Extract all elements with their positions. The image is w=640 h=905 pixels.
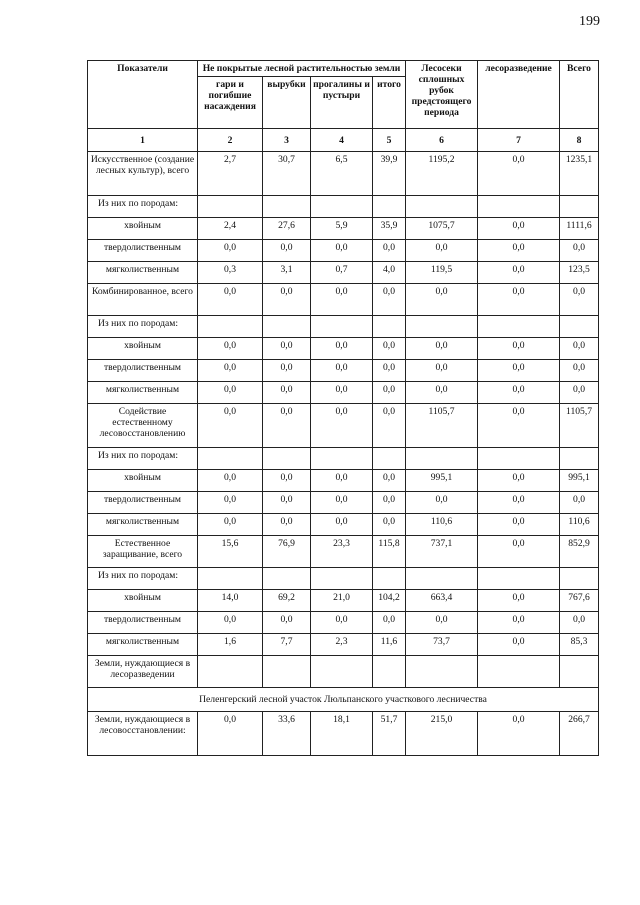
cell-value: 0,0 (198, 338, 263, 360)
cell-value: 0,0 (478, 590, 560, 612)
cell-value: 0,0 (373, 338, 406, 360)
cell-value: 0,0 (198, 514, 263, 536)
cell-value: 215,0 (406, 712, 478, 756)
cell-value: 0,0 (406, 284, 478, 316)
cell-value: 4,0 (373, 262, 406, 284)
cell-value: 51,7 (373, 712, 406, 756)
cell-value: 0,0 (478, 634, 560, 656)
cell-value (198, 448, 263, 470)
cell-value: 0,0 (373, 612, 406, 634)
header-logging: Лесосеки сплошных рубок предстоящего периода (406, 61, 478, 129)
cell-value: 0,0 (311, 284, 373, 316)
header-clearings: вырубки (263, 77, 311, 129)
table-row (88, 536, 599, 568)
row-label: Искусственное (создание лесных культур), всего (88, 152, 198, 196)
cell-value: 85,3 (560, 634, 599, 656)
table-row (88, 404, 599, 448)
table-row (88, 284, 599, 316)
cell-value: 11,6 (373, 634, 406, 656)
cell-value: 0,7 (311, 262, 373, 284)
cell-value: 27,6 (263, 218, 311, 240)
cell-value: 0,0 (478, 382, 560, 404)
cell-value (560, 568, 599, 590)
cell-value (406, 316, 478, 338)
cell-value: 0,0 (311, 492, 373, 514)
header-total: Всего (560, 61, 599, 129)
row-label: твердолиственным (88, 240, 198, 262)
header-burned: гари и погибшие насаждения (198, 77, 263, 129)
table-row (88, 196, 599, 218)
cell-value: 6,5 (311, 152, 373, 196)
table-row (88, 218, 599, 240)
table-row (88, 590, 599, 612)
cell-value: 0,0 (263, 382, 311, 404)
cell-value (311, 656, 373, 688)
cell-value: 0,0 (560, 492, 599, 514)
cell-value (311, 196, 373, 218)
cell-value (373, 656, 406, 688)
row-label: Из них по породам: (88, 316, 198, 338)
cell-value (311, 448, 373, 470)
cell-value: 0,0 (311, 382, 373, 404)
cell-value: 0,0 (478, 152, 560, 196)
header-not-covered: Не покрытые лесной растительностью земли (198, 61, 406, 77)
section-row (88, 688, 599, 712)
cell-value: 0,0 (478, 470, 560, 492)
cell-value: 0,0 (478, 712, 560, 756)
cell-value (478, 316, 560, 338)
cell-value: 0,0 (373, 514, 406, 536)
cell-value: 0,0 (478, 240, 560, 262)
cell-value (311, 568, 373, 590)
cell-value (263, 656, 311, 688)
cell-value: 23,3 (311, 536, 373, 568)
row-label: мягколиственным (88, 262, 198, 284)
cell-value (263, 568, 311, 590)
col-number: 6 (406, 129, 478, 152)
cell-value (373, 568, 406, 590)
cell-value: 0,0 (560, 360, 599, 382)
cell-value: 0,0 (560, 240, 599, 262)
cell-value (560, 316, 599, 338)
cell-value: 1195,2 (406, 152, 478, 196)
cell-value (373, 316, 406, 338)
cell-value (198, 196, 263, 218)
header-indicators: Показатели (88, 61, 198, 129)
cell-value: 5,9 (311, 218, 373, 240)
cell-value: 0,0 (263, 284, 311, 316)
table-row (88, 514, 599, 536)
cell-value: 3,1 (263, 262, 311, 284)
table-row (88, 338, 599, 360)
cell-value: 0,0 (373, 284, 406, 316)
cell-value (263, 316, 311, 338)
cell-value: 0,0 (406, 338, 478, 360)
cell-value: 76,9 (263, 536, 311, 568)
cell-value: 0,0 (311, 360, 373, 382)
cell-value: 737,1 (406, 536, 478, 568)
cell-value: 852,9 (560, 536, 599, 568)
cell-value: 0,0 (478, 514, 560, 536)
row-label: хвойным (88, 470, 198, 492)
cell-value (478, 656, 560, 688)
forest-restoration-table (87, 60, 599, 756)
cell-value (198, 568, 263, 590)
cell-value: 995,1 (560, 470, 599, 492)
cell-value: 0,0 (311, 470, 373, 492)
cell-value: 0,0 (311, 240, 373, 262)
cell-value: 0,0 (478, 218, 560, 240)
col-number: 1 (88, 129, 198, 152)
cell-value: 33,6 (263, 712, 311, 756)
cell-value: 0,0 (478, 536, 560, 568)
cell-value: 0,0 (198, 492, 263, 514)
cell-value: 0,0 (373, 382, 406, 404)
cell-value: 266,7 (560, 712, 599, 756)
row-label: Комбинированное, всего (88, 284, 198, 316)
cell-value: 110,6 (560, 514, 599, 536)
cell-value: 0,0 (263, 338, 311, 360)
cell-value (560, 656, 599, 688)
table-row (88, 656, 599, 688)
cell-value: 0,0 (198, 712, 263, 756)
cell-value: 0,0 (406, 360, 478, 382)
row-label: мягколиственным (88, 634, 198, 656)
row-label: Из них по породам: (88, 196, 198, 218)
cell-value: 21,0 (311, 590, 373, 612)
table-row (88, 492, 599, 514)
cell-value: 0,0 (263, 514, 311, 536)
cell-value: 0,0 (198, 382, 263, 404)
cell-value (263, 448, 311, 470)
cell-value: 1111,6 (560, 218, 599, 240)
table-row (88, 568, 599, 590)
cell-value: 0,0 (263, 492, 311, 514)
cell-value: 39,9 (373, 152, 406, 196)
cell-value: 69,2 (263, 590, 311, 612)
cell-value: 14,0 (198, 590, 263, 612)
cell-value: 0,0 (478, 360, 560, 382)
cell-value (406, 196, 478, 218)
row-label: твердолиственным (88, 612, 198, 634)
col-number: 3 (263, 129, 311, 152)
cell-value: 0,0 (198, 284, 263, 316)
cell-value: 0,0 (198, 470, 263, 492)
col-number: 5 (373, 129, 406, 152)
cell-value: 1,6 (198, 634, 263, 656)
cell-value: 0,0 (560, 338, 599, 360)
table-row (88, 382, 599, 404)
cell-value: 110,6 (406, 514, 478, 536)
row-label: мягколиственным (88, 382, 198, 404)
row-label: Из них по породам: (88, 448, 198, 470)
cell-value: 0,0 (311, 404, 373, 448)
cell-value (373, 196, 406, 218)
header-glades: прогалины и пустыри (311, 77, 373, 129)
row-label: хвойным (88, 590, 198, 612)
table-row (88, 152, 599, 196)
cell-value: 0,0 (478, 338, 560, 360)
table-row (88, 470, 599, 492)
col-number: 4 (311, 129, 373, 152)
cell-value: 995,1 (406, 470, 478, 492)
header-total-sub: итого (373, 77, 406, 129)
cell-value: 0,0 (373, 240, 406, 262)
cell-value: 0,0 (263, 612, 311, 634)
cell-value: 2,7 (198, 152, 263, 196)
cell-value: 119,5 (406, 262, 478, 284)
cell-value: 2,4 (198, 218, 263, 240)
cell-value: 115,8 (373, 536, 406, 568)
section-title: Пеленгерский лесной участок Люльпанского участкового лесничества (88, 688, 599, 712)
cell-value: 0,0 (198, 404, 263, 448)
table-row (88, 360, 599, 382)
cell-value: 0,0 (263, 240, 311, 262)
cell-value: 7,7 (263, 634, 311, 656)
cell-value (406, 568, 478, 590)
cell-value (478, 196, 560, 218)
cell-value: 104,2 (373, 590, 406, 612)
row-label: хвойным (88, 218, 198, 240)
cell-value (406, 656, 478, 688)
cell-value: 0,0 (406, 382, 478, 404)
cell-value: 0,0 (263, 470, 311, 492)
cell-value: 767,6 (560, 590, 599, 612)
table-row (88, 712, 599, 756)
row-label: мягколиственным (88, 514, 198, 536)
cell-value: 0,0 (198, 240, 263, 262)
cell-value (311, 316, 373, 338)
table-row (88, 262, 599, 284)
cell-value: 0,0 (373, 492, 406, 514)
cell-value: 0,0 (373, 470, 406, 492)
cell-value: 73,7 (406, 634, 478, 656)
cell-value: 1105,7 (560, 404, 599, 448)
cell-value: 0,0 (311, 514, 373, 536)
cell-value: 0,0 (478, 612, 560, 634)
row-label: твердолиственным (88, 360, 198, 382)
header-afforestation: лесоразведение (478, 61, 560, 129)
cell-value (478, 568, 560, 590)
cell-value: 123,5 (560, 262, 599, 284)
table-row (88, 634, 599, 656)
col-number: 7 (478, 129, 560, 152)
table-row (88, 240, 599, 262)
cell-value: 0,0 (560, 612, 599, 634)
cell-value (478, 448, 560, 470)
cell-value: 0,0 (373, 360, 406, 382)
cell-value: 0,0 (198, 360, 263, 382)
cell-value (560, 448, 599, 470)
cell-value: 0,0 (406, 612, 478, 634)
row-label: Земли, нуждающиеся в лесовосстановлении: (88, 712, 198, 756)
cell-value: 0,0 (478, 492, 560, 514)
cell-value (373, 448, 406, 470)
cell-value: 15,6 (198, 536, 263, 568)
cell-value: 18,1 (311, 712, 373, 756)
cell-value: 1235,1 (560, 152, 599, 196)
table-row (88, 612, 599, 634)
row-label: Естественное заращивание, всего (88, 536, 198, 568)
cell-value: 0,0 (311, 338, 373, 360)
row-label: Из них по породам: (88, 568, 198, 590)
cell-value (198, 316, 263, 338)
cell-value: 30,7 (263, 152, 311, 196)
table-row (88, 448, 599, 470)
cell-value: 0,0 (406, 240, 478, 262)
cell-value: 0,0 (373, 404, 406, 448)
cell-value: 0,0 (560, 284, 599, 316)
cell-value: 0,3 (198, 262, 263, 284)
column-numbers-row (88, 129, 599, 152)
cell-value: 0,0 (560, 382, 599, 404)
row-label: Земли, нуждающиеся в лесоразведении (88, 656, 198, 688)
table-row (88, 316, 599, 338)
col-number: 2 (198, 129, 263, 152)
row-label: Содействие естественному лесовосстановлению (88, 404, 198, 448)
row-label: хвойным (88, 338, 198, 360)
cell-value: 35,9 (373, 218, 406, 240)
cell-value: 2,3 (311, 634, 373, 656)
cell-value (406, 448, 478, 470)
cell-value: 1075,7 (406, 218, 478, 240)
cell-value (198, 656, 263, 688)
row-label: твердолиственным (88, 492, 198, 514)
cell-value: 663,4 (406, 590, 478, 612)
cell-value: 0,0 (263, 404, 311, 448)
cell-value: 0,0 (478, 262, 560, 284)
cell-value (560, 196, 599, 218)
cell-value: 1105,7 (406, 404, 478, 448)
col-number: 8 (560, 129, 599, 152)
page-number: 199 (579, 14, 600, 29)
cell-value (263, 196, 311, 218)
cell-value: 0,0 (263, 360, 311, 382)
cell-value: 0,0 (406, 492, 478, 514)
cell-value: 0,0 (311, 612, 373, 634)
cell-value: 0,0 (198, 612, 263, 634)
cell-value: 0,0 (478, 404, 560, 448)
cell-value: 0,0 (478, 284, 560, 316)
